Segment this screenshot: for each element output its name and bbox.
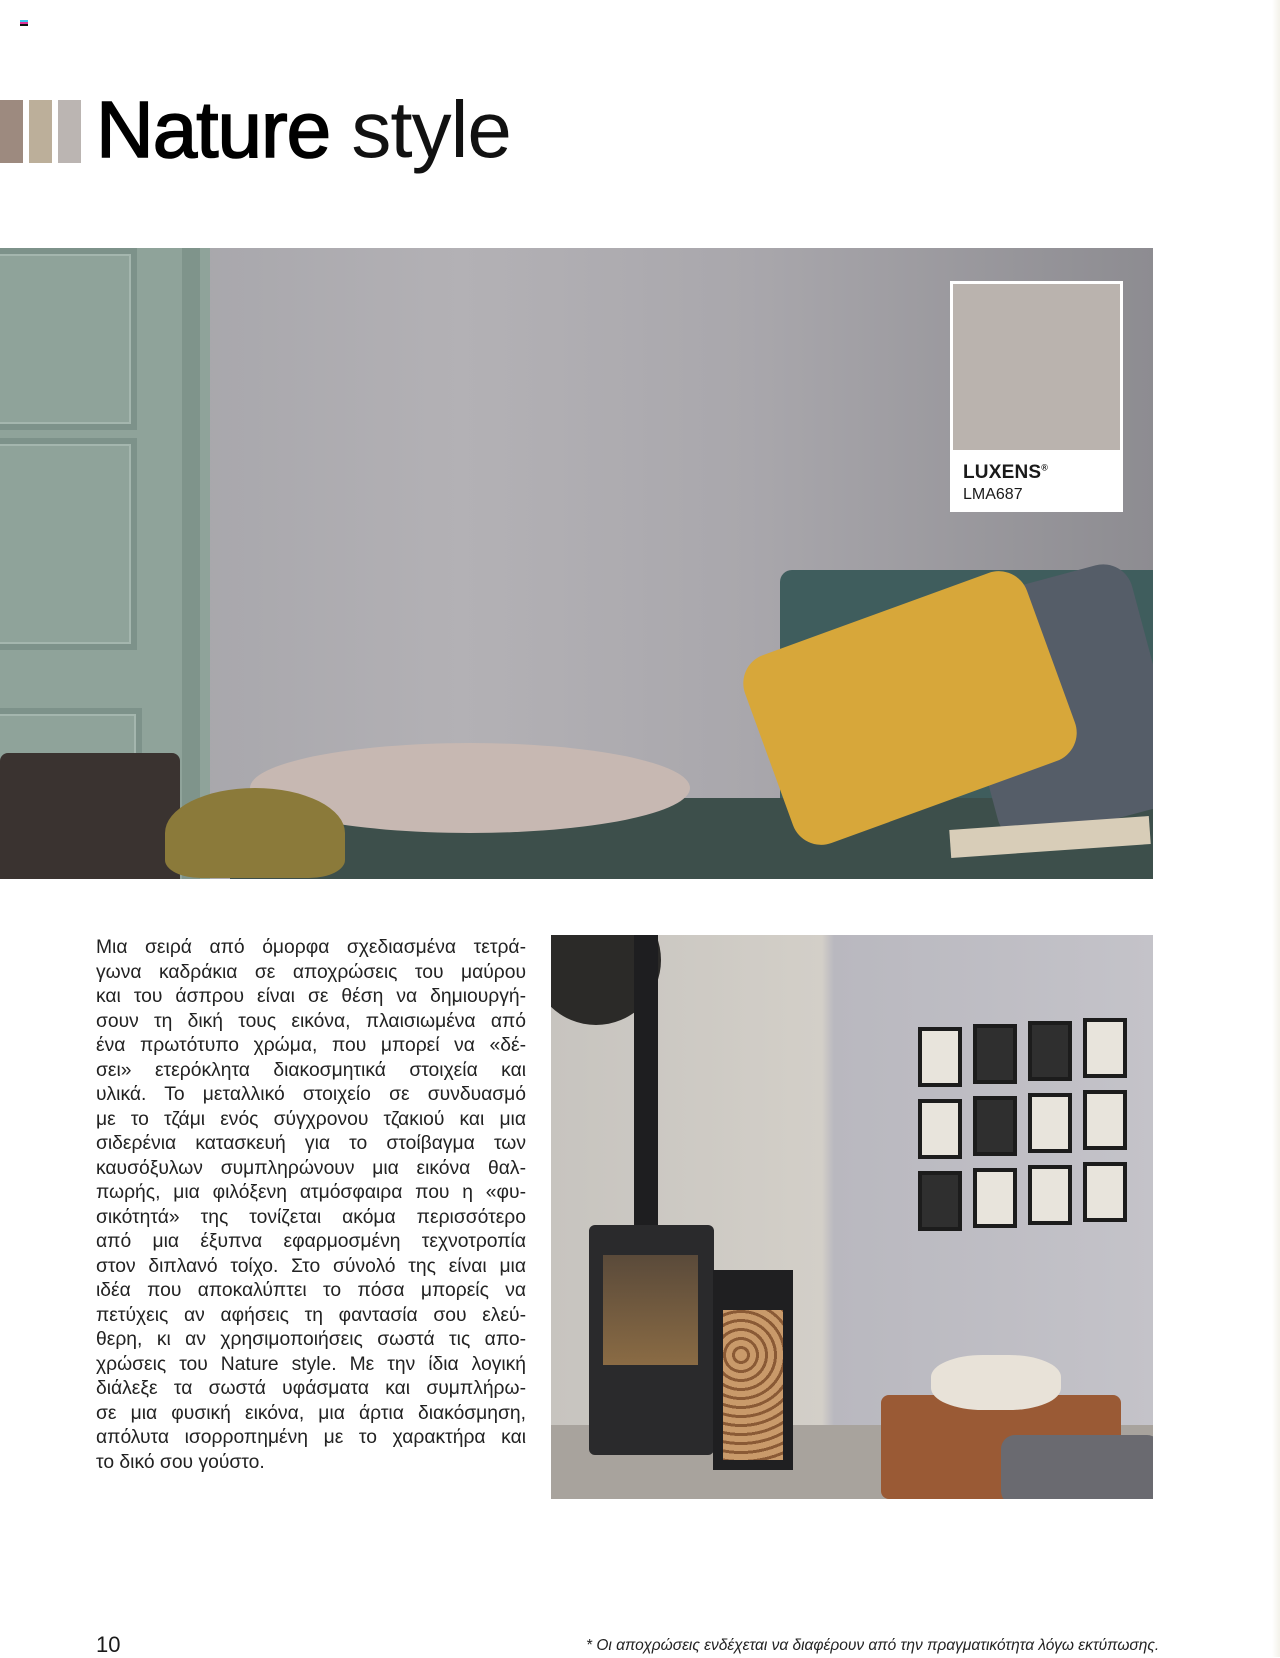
text-line: σικότητά» της τονίζεται ακόμα περισσότερο (96, 1206, 526, 1228)
text-line: καυσόξυλων συμπληρώνουν μια εικόνα θαλ- (96, 1157, 526, 1179)
text-line: το δικό σου γούστο. (96, 1451, 265, 1473)
body-paragraph (96, 936, 526, 1475)
wood-stove (589, 1225, 714, 1455)
text-line: Μια σειρά από όμορφα σχεδιασμένα τετρά- (96, 937, 526, 958)
picture-frame (918, 1099, 962, 1159)
text-line: και του άσπρου είναι σε θέση να δημιουργή- (96, 986, 526, 1007)
picture-frame (918, 1027, 962, 1087)
text-line: διάλεξε τα σωστά υφάσματα και συμπλήρω- (96, 1378, 526, 1399)
armchair (1001, 1435, 1153, 1499)
print-color-marks (20, 20, 28, 28)
text-line: ιδέα που αποκαλύπτει το πόσα μπορείς να (96, 1280, 526, 1301)
swatch-brand: LUXENS® (963, 462, 1049, 483)
page-title (96, 80, 511, 180)
text-line: γωνα καδράκια σε αποχρώσεις του μαύρου (96, 961, 526, 983)
picture-frame (1083, 1162, 1127, 1222)
log-storage (713, 1270, 793, 1470)
cushion (931, 1355, 1061, 1410)
page-edge (1272, 0, 1280, 1657)
text-line: από μια έξυπνα εφαρμοσμένη τεχνοτροπία (96, 1231, 526, 1252)
ceramic-pot (0, 753, 180, 879)
swatch-code: LMA687 (963, 486, 1023, 503)
text-line: χρώσεις του Nature style. Με την ίδια λογική (96, 1353, 526, 1375)
text-line: με το τζάμι ενός σύγχρονου τζακιού και μια (96, 1108, 526, 1130)
picture-frame (1028, 1021, 1072, 1081)
text-line: πετύχεις αν αφήσεις τη φαντασία σου ελεύ- (96, 1304, 526, 1326)
picture-frame (1028, 1093, 1072, 1153)
text-line: στον διπλανό τοίχο. Στο σύνολό της είναι μια (96, 1255, 526, 1277)
text-line: σει» ετερόκλητα διακοσμητικά στοιχεία και (96, 1059, 526, 1081)
picture-frame (1083, 1090, 1127, 1150)
palette-bar (29, 100, 52, 163)
text-line: υλικά. Το μεταλλικό στοιχείο σε συνδυασμό (96, 1084, 526, 1105)
palette-bar (58, 100, 81, 163)
picture-frame (973, 1024, 1017, 1084)
text-line: θερη, κι αν χρησιμοποιήσεις σωστά τις απο- (96, 1329, 526, 1350)
palette-bar (0, 100, 23, 163)
title-bold: Nature (96, 85, 331, 174)
color-swatch-card (950, 281, 1123, 512)
text-line: σιδερένια κατασκευή για το στοίβαγμα των (96, 1133, 526, 1154)
text-line: πωρής, μια φιλόξενη ατμόσφαιρα που η «φυ- (96, 1182, 526, 1203)
page-number: 10 (96, 1632, 121, 1657)
text-line: σουν τη δική τους εικόνα, πλαισιωμένα από (96, 1010, 526, 1032)
fireplace-room-image (551, 935, 1153, 1499)
picture-frame-gallery (918, 1018, 1138, 1238)
picture-frame (1028, 1165, 1072, 1225)
stove-pipe (634, 935, 658, 1235)
title-light: style (351, 85, 511, 174)
picture-frame (973, 1168, 1017, 1228)
dried-plant (165, 788, 345, 878)
picture-frame (1083, 1018, 1127, 1078)
picture-frame (973, 1096, 1017, 1156)
text-line: ένα πρωτότυπο χρώμα, που μπορεί να «δέ- (96, 1035, 526, 1056)
picture-frame (918, 1171, 962, 1231)
swatch-chip (953, 284, 1120, 450)
text-line: απόλυτα ισορροπημένη με το χαρακτήρα και (96, 1427, 526, 1448)
print-disclaimer: * Οι αποχρώσεις ενδέχεται να διαφέρουν από την πραγματικότητα λόγω εκτύπωσης. (586, 1637, 1160, 1654)
text-line: σε μια φυσική εικόνα, μια άρτια διακόσμηση, (96, 1402, 526, 1424)
